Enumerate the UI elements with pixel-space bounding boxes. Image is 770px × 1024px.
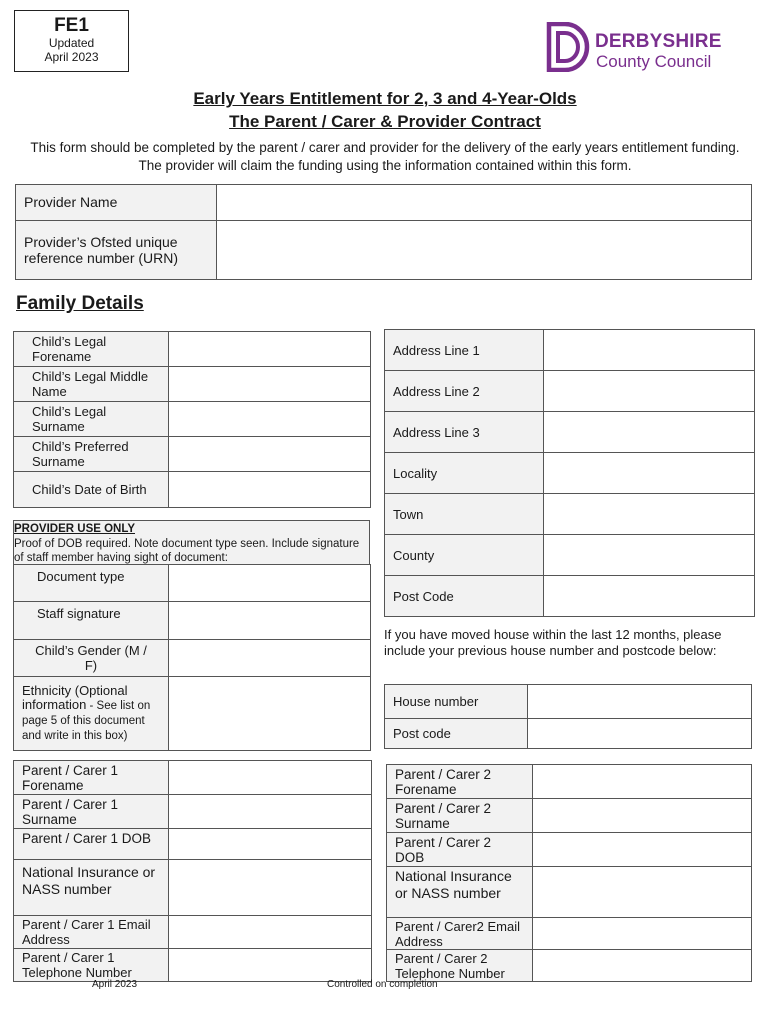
- child-extra-table: [13, 564, 371, 751]
- previous-postcode-field[interactable]: [528, 719, 752, 749]
- child-forename-label: Child’s Legal Forename: [14, 332, 169, 367]
- updated-date: April 2023: [44, 50, 99, 64]
- child-dob-field[interactable]: [169, 472, 371, 508]
- town-field[interactable]: [544, 494, 755, 535]
- house-number-label: House number: [385, 685, 528, 719]
- title-line1: Early Years Entitlement for 2, 3 and 4-Year-Olds: [193, 89, 577, 108]
- provider-use-note: Proof of DOB required. Note document type seen. Include signature of staff member having sight of document:: [14, 538, 360, 564]
- carer2-ni-label: National Insurance or NASS number: [387, 867, 533, 918]
- carer1-ni-field[interactable]: [169, 860, 372, 916]
- provider-use-title: PROVIDER USE ONLY: [14, 523, 135, 535]
- staff-signature-field[interactable]: [169, 602, 371, 640]
- carer1-forename-label: Parent / Carer 1 Forename: [14, 761, 169, 795]
- carer2-forename-label: Parent / Carer 2 Forename: [387, 765, 533, 799]
- carer2-phone-field[interactable]: [533, 950, 752, 982]
- postcode-label: Post Code: [385, 576, 544, 617]
- logo-subname: County Council: [596, 52, 712, 71]
- ethnicity-label: [14, 677, 169, 751]
- title-line2: The Parent / Carer & Provider Contract: [229, 112, 541, 131]
- provider-use-box: [13, 520, 370, 565]
- carer1-dob-field[interactable]: [169, 829, 372, 860]
- child-dob-label: Child’s Date of Birth: [14, 472, 169, 508]
- document-type-label: Document type: [14, 565, 169, 602]
- moved-house-note: If you have moved house within the last 12 months, please include your previous house number and postcode below:: [384, 627, 722, 658]
- address-line2-field[interactable]: [544, 371, 755, 412]
- ethnicity-note: - See list on page 5 of this document and write in this box): [22, 700, 151, 742]
- provider-urn-label: Provider’s Ofsted unique reference number (URN): [16, 221, 217, 280]
- carer2-dob-field[interactable]: [533, 833, 752, 867]
- logo-name: DERBYSHIRE: [595, 31, 722, 52]
- updated-label: Updated: [48, 36, 95, 50]
- provider-name-field[interactable]: [217, 185, 752, 221]
- child-preferred-surname-label: Child’s Preferred Surname: [14, 437, 169, 472]
- carer2-table: [386, 764, 752, 982]
- carer1-dob-label: Parent / Carer 1 DOB: [14, 829, 169, 860]
- child-details-table: [13, 331, 371, 508]
- footer-date: April 2023: [92, 979, 138, 990]
- form-code: FE1: [54, 15, 89, 36]
- child-preferred-surname-field[interactable]: [169, 437, 371, 472]
- child-surname-field[interactable]: [169, 402, 371, 437]
- postcode-field[interactable]: [544, 576, 755, 617]
- carer2-surname-field[interactable]: [533, 799, 752, 833]
- locality-label: Locality: [385, 453, 544, 494]
- ethnicity-label-text: Ethnicity (Optional information: [22, 683, 128, 712]
- address-line1-field[interactable]: [544, 330, 755, 371]
- document-type-field[interactable]: [169, 565, 371, 602]
- previous-postcode-label: Post code: [385, 719, 528, 749]
- carer2-email-label: Parent / Carer2 Email Address: [387, 918, 533, 950]
- carer1-forename-field[interactable]: [169, 761, 372, 795]
- carer2-surname-label: Parent / Carer 2 Surname: [387, 799, 533, 833]
- intro-text: This form should be completed by the parent / carer and provider for the delivery of the early years entitlement funding. The provider will claim the funding using the information contained within this form.: [30, 140, 740, 173]
- county-field[interactable]: [544, 535, 755, 576]
- carer2-dob-label: Parent / Carer 2 DOB: [387, 833, 533, 867]
- carer2-phone-label: Parent / Carer 2 Telephone Number: [387, 950, 533, 982]
- house-number-field[interactable]: [528, 685, 752, 719]
- town-label: Town: [385, 494, 544, 535]
- provider-table: [15, 184, 752, 280]
- family-details-heading: Family Details: [16, 293, 144, 314]
- carer1-phone-field[interactable]: [169, 949, 372, 982]
- footer-note: Controlled on completion: [327, 979, 438, 990]
- address-line3-field[interactable]: [544, 412, 755, 453]
- carer1-email-field[interactable]: [169, 916, 372, 949]
- provider-name-label: Provider Name: [16, 185, 217, 221]
- carer2-email-field[interactable]: [533, 918, 752, 950]
- carer2-forename-field[interactable]: [533, 765, 752, 799]
- staff-signature-label: Staff signature: [14, 602, 169, 640]
- carer1-email-label: Parent / Carer 1 Email Address: [14, 916, 169, 949]
- locality-field[interactable]: [544, 453, 755, 494]
- child-middle-name-field[interactable]: [169, 367, 371, 402]
- form-code-box: [14, 10, 129, 72]
- county-label: County: [385, 535, 544, 576]
- carer1-table: [13, 760, 372, 982]
- previous-address-table: [384, 684, 752, 749]
- derbyshire-logo: [545, 20, 745, 74]
- child-surname-label: Child’s Legal Surname: [14, 402, 169, 437]
- carer1-phone-label: Parent / Carer 1 Telephone Number: [14, 949, 169, 982]
- address-line3-label: Address Line 3: [385, 412, 544, 453]
- carer1-surname-field[interactable]: [169, 795, 372, 829]
- carer2-ni-field[interactable]: [533, 867, 752, 918]
- child-middle-name-label: Child’s Legal Middle Name: [14, 367, 169, 402]
- ethnicity-field[interactable]: [169, 677, 371, 751]
- council-logo-icon: [545, 22, 591, 72]
- provider-urn-field[interactable]: [217, 221, 752, 280]
- carer1-ni-label: National Insurance or NASS number: [14, 860, 169, 916]
- child-gender-field[interactable]: [169, 640, 371, 677]
- address-table: [384, 329, 755, 617]
- address-line1-label: Address Line 1: [385, 330, 544, 371]
- address-line2-label: Address Line 2: [385, 371, 544, 412]
- carer1-surname-label: Parent / Carer 1 Surname: [14, 795, 169, 829]
- child-forename-field[interactable]: [169, 332, 371, 367]
- child-gender-label: Child’s Gender (M / F): [14, 640, 169, 677]
